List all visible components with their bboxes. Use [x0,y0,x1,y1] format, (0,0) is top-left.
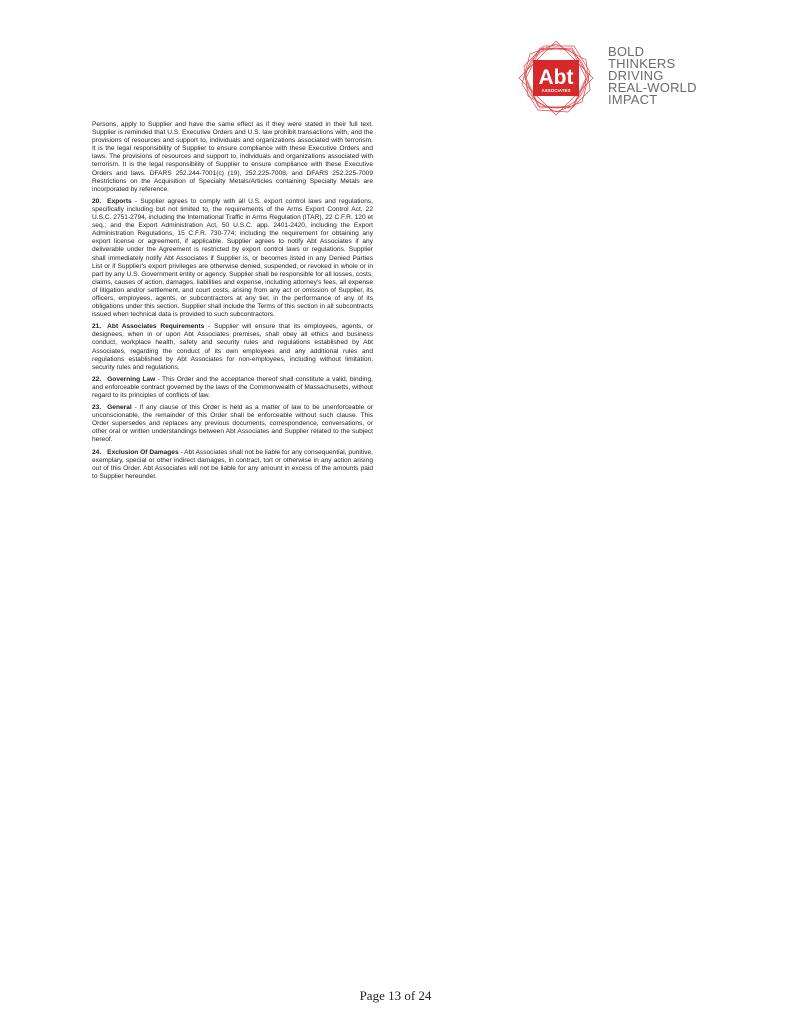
tagline-line: IMPACT [608,92,658,107]
logo-text: Abt [538,66,574,89]
section-23 [92,404,373,444]
brand-tagline [608,46,697,106]
section-number: 24. [92,448,102,456]
section-22 [92,376,373,400]
intro-paragraph: Persons, apply to Supplier and have the same effect as if they were stated in their full text. Supplier is reminded that U.S. Executive Orders and U.S. law prohibit transactions with, and the provisions of resources and support to, individuals and organizations associated with terrorism. It is the legal responsibility of Supplier to ensure compliance with these Executive Orders and laws. The provisions of resources and support to, individuals and organizations associated with terrorism. It is the legal responsibility of Supplier to ensure compliance with these Executive Orders and laws. DFARS 252.244-7001(c) (19), 252.225-7008, and DFARS 252.225-7009 Restrictions on the Acquisition of Specialty Metals/Articles containing Specialty Metals are incorporated by reference. [92,121,373,193]
section-number: 21. [92,323,102,331]
section-heading: Exclusion Of Damages [107,448,179,456]
tagline-line: DRIVING [608,68,664,83]
logo-mark [516,38,596,118]
section-heading: Governing Law [107,375,156,383]
abt-associates-logo [516,38,596,118]
tagline-line: BOLD [608,44,645,59]
logo-subtext: ASSOCIATES [541,88,571,93]
section-body: - Supplier agrees to comply with all U.S. export control laws and regulations, specifically including but not limited to, the requirements of the Arms Export Control Act, 22 U.S.C. 2751-2794, including the International Traffic in Arms Regulation (ITAR), 22 C.F.R. 120 et seq.; and the Export Administration Act, 50 U.S.C. app. 2401-2420, including the Export Administration Regulations, 15 C.F.R. 730-774; including the requirement for obtaining any export license or agreement, if applicable. Supplier agrees to notify Abt Associates if any deliverable under the Agreement is restricted by export control laws or regulations. Supplier shall immediately notify Abt Associates if Supplier is, or becomes listed in any Denied Parties List or if Supplier's export privileges are otherwise denied, suspended, or revoked in whole or in part by any U.S. Government entity or agency. Supplier shall be responsible for all losses, costs, claims, causes of action, damages, liabilities and expense, including attorney's fees, all expense of litigation and/or settlement, and court costs, arising from any act or omission of Supplier, its officers, employees, agents, or subcontractors at any tier, in the performance of any of its obligations under this section. Supplier shall include the Terms of this section in all subcontracts issued when technical data is provided to such subcontractors. [92,197,373,319]
section-number: 20. [92,197,102,205]
section-24 [92,449,373,481]
tagline-line: REAL-WORLD [608,80,697,95]
section-body: - Supplier will ensure that its employees, agents, or designees, when in or upon Abt Associates premises, shall obey all ethics and business conduct, workplace health, safety and security rules and regulations established by Abt Associates, regarding the conduct of its own employees and any additional rules and regulations established by Abt Associates for non-employees, including without limitation, security rules and regulations. [92,323,373,371]
section-heading: Exports [107,197,132,205]
section-20 [92,198,373,319]
section-body: - If any clause of this Order is held as a matter of law to be unenforceable or unconscionable, the remainder of this Order shall be enforceable without such clause. This Order supersedes and replaces any previous documents, correspondence, conversations, or other oral or written understandings between Abt Associates and Supplier related to the subject hereof. [92,404,373,444]
section-number: 22. [92,375,102,383]
section-body: - Abt Associates shall not be liable for any consequential, punitive, exemplary, special or other indirect damages, in contract, tort or otherwise in any action arising out of this Order. Abt Associates will not be liable for any amount in excess of the amounts paid to Supplier hereunder. [92,448,373,480]
document-body [92,121,373,485]
section-21 [92,323,373,372]
page-number: Page 13 of 24 [359,988,432,1003]
section-heading: General [107,404,132,412]
section-body: - This Order and the acceptance thereof shall constitute a valid, binding, and enforceable contract governed by the laws of the Commonwealth of Massachusetts, without regard to its principles of conflicts of law. [92,375,373,399]
tagline-line: THINKERS [608,56,676,71]
section-number: 23. [92,404,102,412]
section-heading: Abt Associates Requirements [107,323,205,331]
